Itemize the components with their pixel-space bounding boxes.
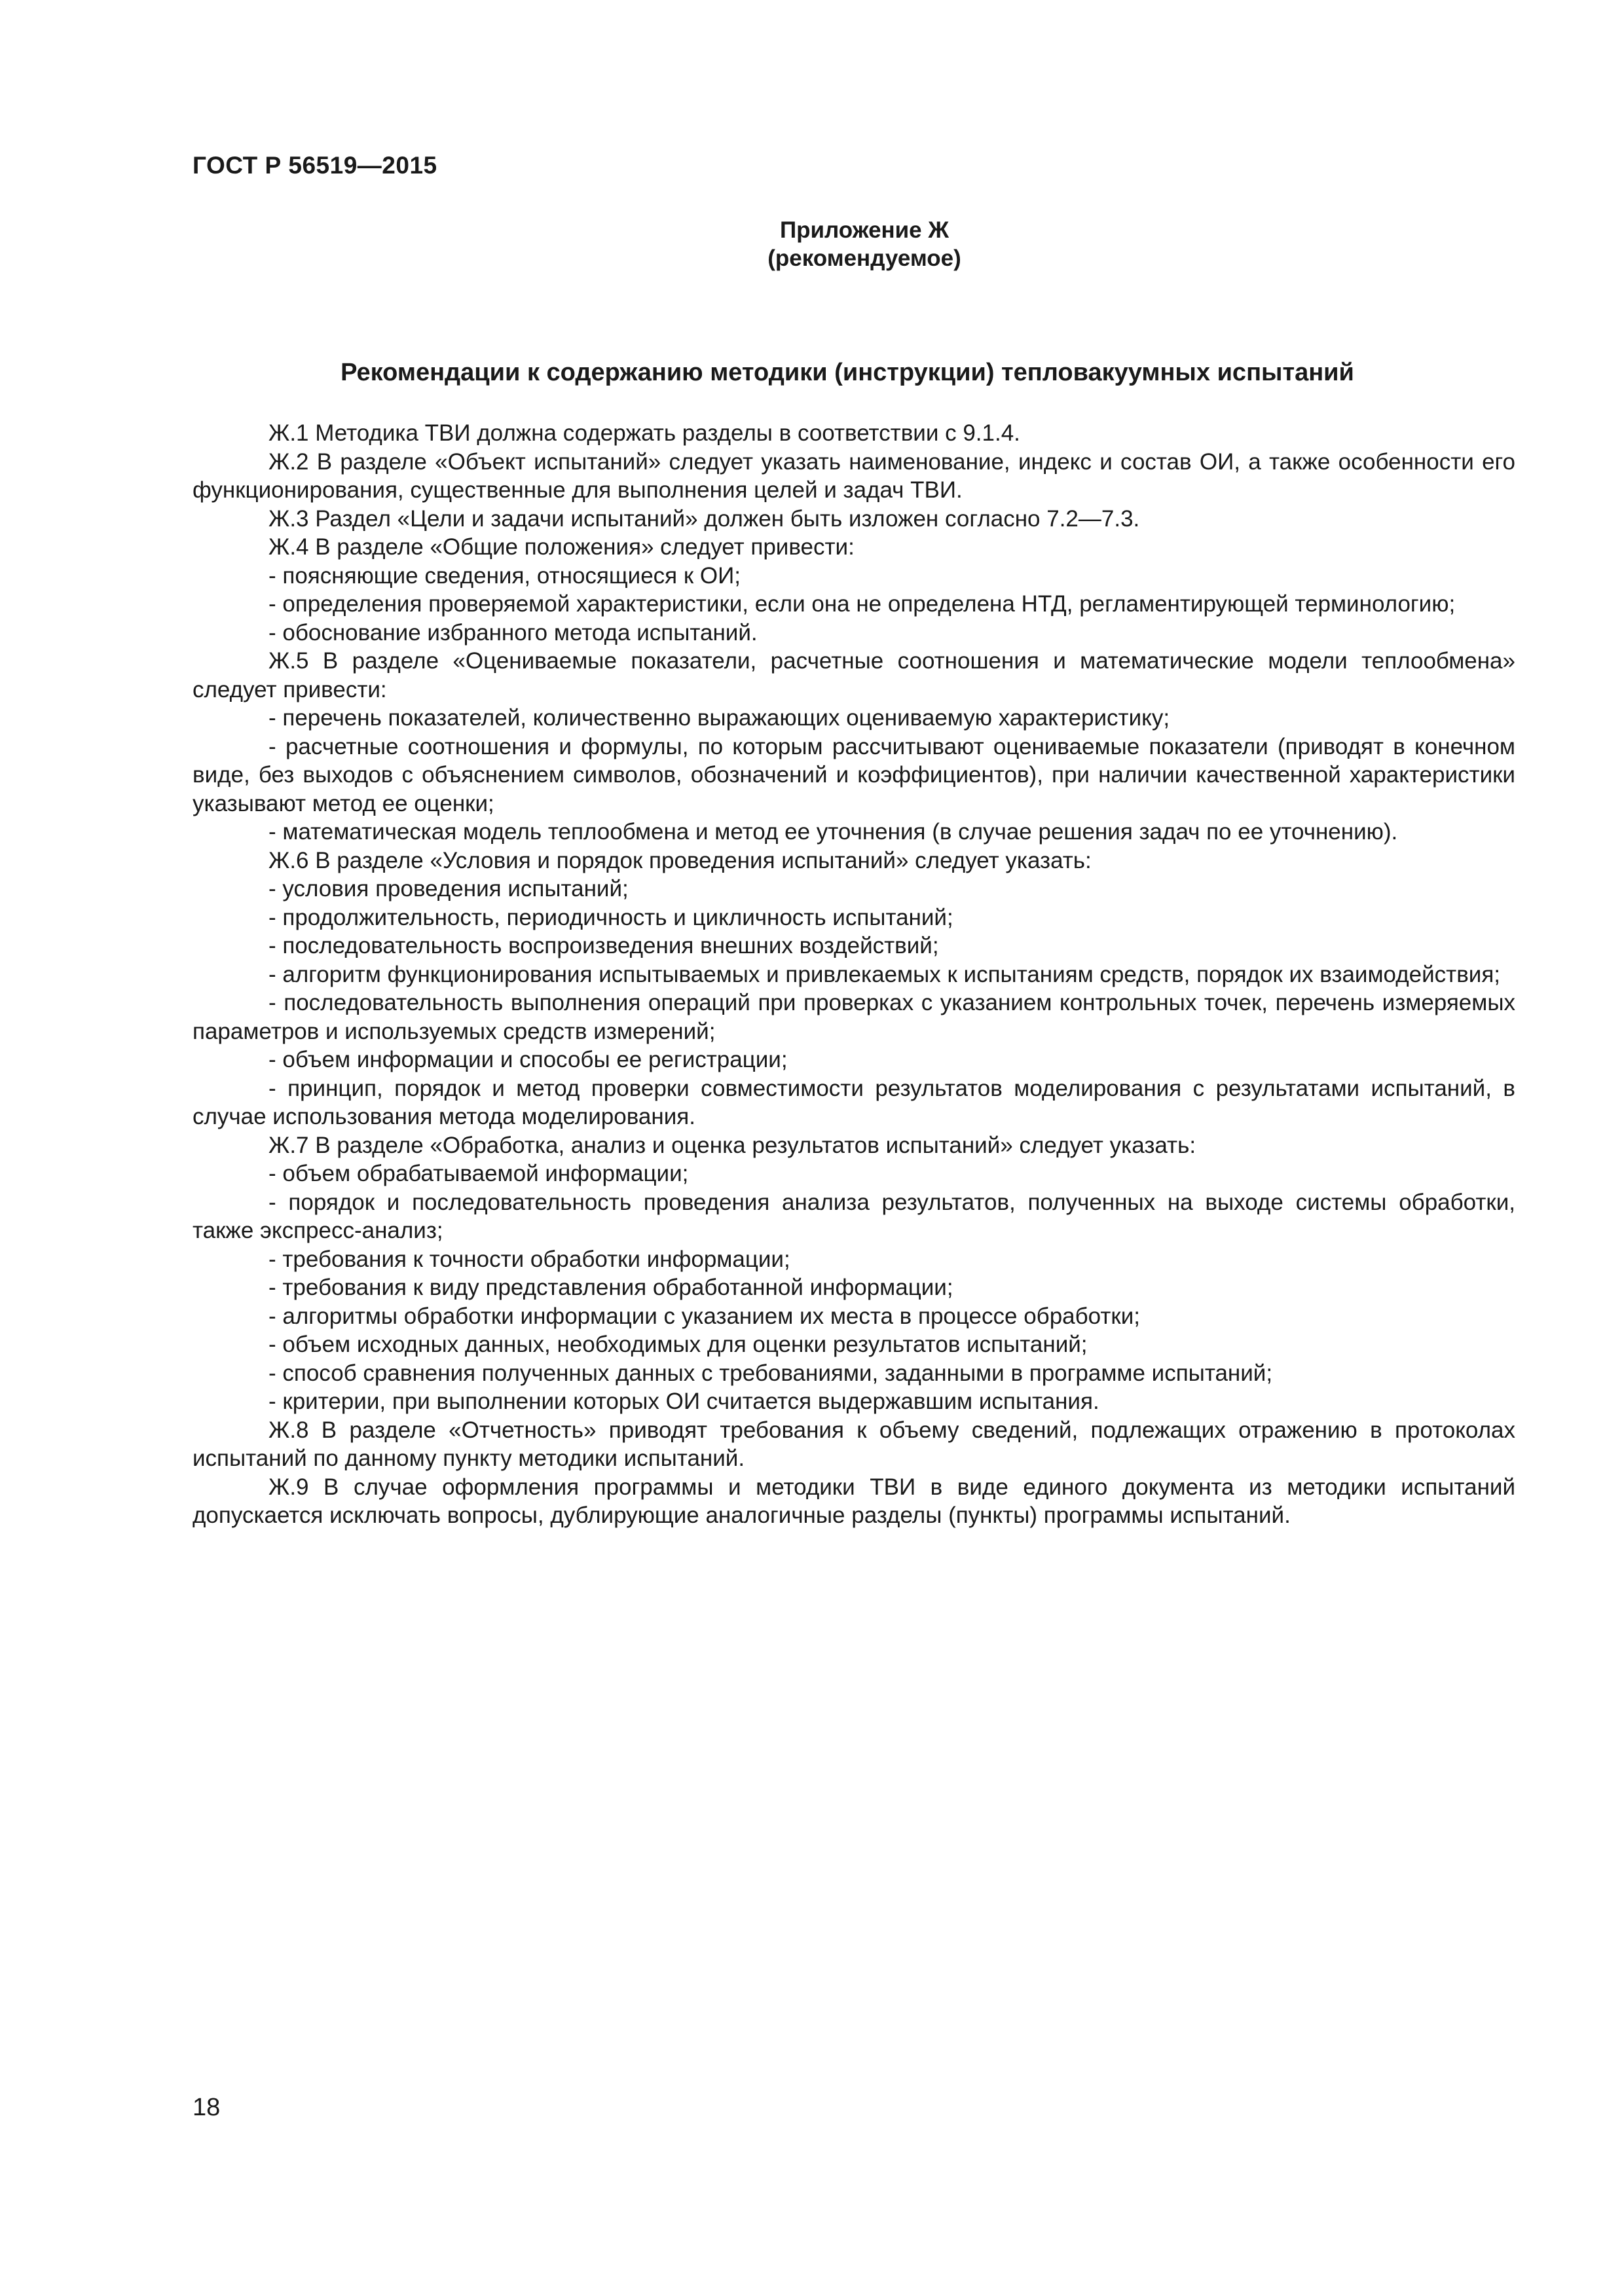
list-item: - требования к виду представления обработанной информации; (268, 1275, 953, 1300)
list-item: - обоснование избранного метода испытаний. (268, 619, 758, 646)
list-item: - продолжительность, периодичность и цикличность испытаний; (268, 904, 953, 930)
list-item: - способ сравнения полученных данных с требованиями, заданными в программе испытаний; (268, 1360, 1273, 1386)
document-title-text: Рекомендации к содержанию методики (инструкции) тепловакуумных испытаний (341, 359, 1354, 386)
list-item: - определения проверяемой характеристики, если она не определена НТД, регламентирующей терминологию; (268, 591, 1456, 617)
list-item: - математическая модель теплообмена и метод ее уточнения (в случае решения задач по ее уточнению). (268, 819, 1398, 845)
list-item: - объем информации и способы ее регистрации; (268, 1047, 788, 1072)
paragraph: Ж.3 Раздел «Цели и задачи испытаний» должен быть изложен согласно 7.2—7.3. (268, 505, 1140, 532)
list-item: - последовательность воспроизведения внешних воздействий; (268, 933, 939, 958)
list-item: - условия проведения испытаний; (268, 876, 629, 902)
paragraph: Ж.6 В разделе «Условия и порядок проведения испытаний» следует указать: (268, 847, 1092, 873)
list-item: - критерии, при выполнении которых ОИ считается выдержавшим испытания. (268, 1389, 1099, 1414)
list-item: - объем исходных данных, необходимых для оценки результатов испытаний; (268, 1332, 1088, 1357)
standard-code: ГОСТ Р 56519—2015 (193, 152, 437, 179)
paragraph: Ж.5 В разделе «Оцениваемые показатели, расчетные соотношения и математические модели теплообмена» следует привести: (193, 648, 1515, 702)
paragraph: Ж.4 В разделе «Общие положения» следует привести: (268, 534, 855, 560)
list-item: - принцип, порядок и метод проверки совместимости результатов моделирования с результатами испытаний, в случае использования метода моделирования. (193, 1075, 1515, 1129)
list-item: - алгоритмы обработки информации с указанием их места в процессе обработки; (268, 1303, 1140, 1329)
list-item: - порядок и последовательность проведения анализа результатов, полученных на выходе системы обработки, также экспресс-анализ; (193, 1189, 1515, 1243)
document-title (0, 359, 1624, 387)
paragraph: Ж.9 В случае оформления программы и методики ТВИ в виде единого документа из методики испытаний допускается исключать вопросы, дублирующие аналогичные разделы (пункты) программы испытаний. (193, 1474, 1515, 1528)
list-item: - расчетные соотношения и формулы, по которым рассчитывают оцениваемые показатели (приводят в конечном виде, без выходов с объяснением символов, обозначений и коэффициентов), при наличии качественной характеристики указывают метод ее оценки; (193, 733, 1515, 816)
paragraph: Ж.7 В разделе «Обработка, анализ и оценка результатов испытаний» следует указать: (268, 1132, 1196, 1158)
appendix-label: Приложение Ж (779, 217, 950, 243)
paragraph: Ж.8 В разделе «Отчетность» приводят требования к объему сведений, подлежащих отражению в протоколах испытаний по данному пункту методики испытаний. (193, 1417, 1515, 1471)
appendix-heading (0, 216, 1624, 272)
list-item: - объем обрабатываемой информации; (268, 1161, 689, 1186)
page-number: 18 (193, 2094, 221, 2121)
list-item: - последовательность выполнения операций при проверках с указанием контрольных точек, перечень измеряемых параметров и используемых средств измерений; (193, 990, 1515, 1044)
paragraph: Ж.1 Методика ТВИ должна содержать разделы в соответствии с 9.1.4. (268, 420, 1020, 446)
list-item: - поясняющие сведения, относящиеся к ОИ; (268, 562, 741, 589)
list-item: - перечень показателей, количественно выражающих оцениваемую характеристику; (268, 705, 1170, 731)
list-item: - алгоритм функционирования испытываемых и привлекаемых к испытаниям средств, порядок их взаимодействия; (268, 961, 1501, 987)
paragraph: Ж.2 В разделе «Объект испытаний» следует указать наименование, индекс и состав ОИ, а также особенности его функционирования, существенные для выполнения целей и задач ТВИ. (193, 448, 1515, 503)
body-text (193, 419, 1515, 1530)
appendix-status: (рекомендуемое) (767, 246, 961, 271)
list-item: - требования к точности обработки информации; (268, 1246, 790, 1272)
